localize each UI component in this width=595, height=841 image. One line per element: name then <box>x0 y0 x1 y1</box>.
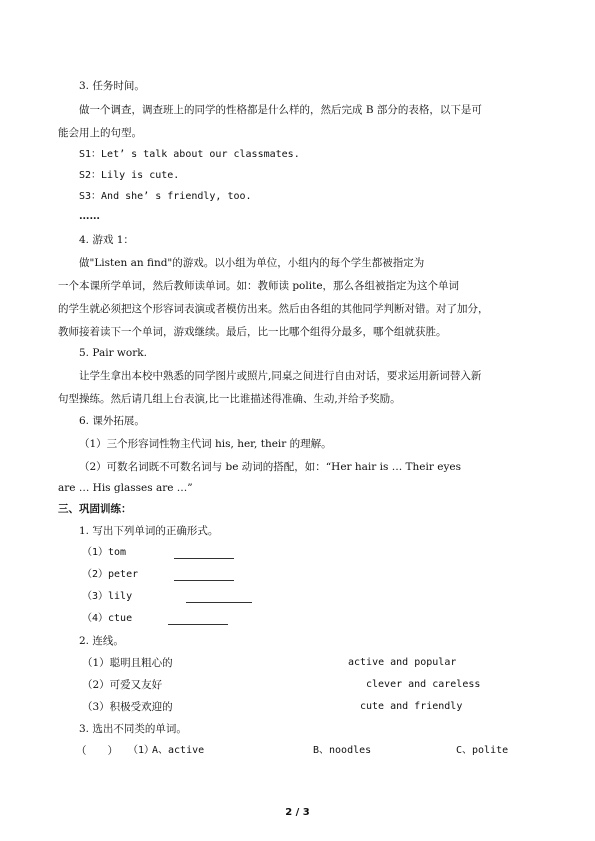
q3-option-b: B、noodles <box>313 745 372 756</box>
q2-left-2: （2）可爱又友好 <box>82 679 163 691</box>
q3-heading: 3. 选出不同类的单词。 <box>79 723 187 735</box>
page-number: 2 / 3 <box>285 807 310 818</box>
ellipsis: …… <box>79 210 100 222</box>
sentence-s1: S1：Let’ s talk about our classmates. <box>79 149 300 160</box>
section-6-item-1: （1）三个形容词性物主代词 his, her, their 的理解。 <box>79 438 332 450</box>
q3-answer-bracket[interactable]: （ ） <box>76 745 118 757</box>
q3-option-a: A、active <box>152 745 205 756</box>
q2-right-2: clever and careless <box>366 679 481 690</box>
q1-item-3: （3）lily <box>82 591 133 602</box>
practice-heading: 三、巩固训练： <box>58 503 132 515</box>
q3-item-number: （1） <box>128 745 155 756</box>
section-3-text-2: 能会用上的句型。 <box>58 127 142 139</box>
q1-answer-blank-1[interactable] <box>174 547 234 559</box>
section-4-text-2: 一个本课所学单词，然后教师读单词。如：教师读 polite，那么各组被指定为这个单词 <box>58 280 460 292</box>
section-4-text-4: 教师接着读下一个单词，游戏继续。最后，比一比哪个组得分最多，哪个组就获胜。 <box>58 326 447 338</box>
section-3-heading: 3. 任务时间。 <box>79 80 145 92</box>
q2-left-3: （3）积极受欢迎的 <box>82 701 173 713</box>
section-4-heading: 4. 游戏 1： <box>79 234 134 246</box>
section-4-text-1: 做"Listen an find"的游戏。以小组为单位，小组内的每个学生都被指定为 <box>79 257 425 269</box>
q1-item-4: （4）ctue <box>82 613 133 624</box>
sentence-s2: S2：Lily is cute. <box>79 170 180 181</box>
q1-item-1: （1）tom <box>82 547 127 558</box>
q1-answer-blank-2[interactable] <box>174 569 234 581</box>
section-3-text-1: 做一个调查，调查班上的同学的性格都是什么样的，然后完成 B 部分的表格，以下是可 <box>79 104 482 116</box>
section-6-item-2: （2）可数名词既不可数名词与 be 动词的搭配，如：“Her hair is … Their eyes <box>79 461 461 473</box>
section-5-heading: 5. Pair work. <box>79 347 147 359</box>
sentence-s3: S3：And she’ s friendly, too. <box>79 191 252 202</box>
section-4-text-3: 的学生就必须把这个形容词表演或者模仿出来。然后由各组的其他同学判断对错。对了加分， <box>58 303 489 315</box>
q2-heading: 2. 连线。 <box>79 635 124 647</box>
section-6-heading: 6. 课外拓展。 <box>79 415 145 427</box>
section-6-item-2-cont: are … His glasses are …” <box>58 482 193 494</box>
q1-answer-blank-4[interactable] <box>168 613 228 625</box>
section-5-text-1: 让学生拿出本校中熟悉的同学图片或照片,同桌之间进行自由对话，要求运用新词替入新 <box>79 370 482 382</box>
q3-option-c: C、polite <box>456 745 509 756</box>
q2-right-1: active and popular <box>348 657 457 668</box>
q1-heading: 1. 写出下列单词的正确形式。 <box>79 525 219 537</box>
section-5-text-2: 句型操练。然后请几组上台表演,比一比谁描述得准确、生动,并给予奖励。 <box>58 393 401 405</box>
q1-item-2: （2）peter <box>82 569 139 580</box>
q2-left-1: （1）聪明且粗心的 <box>82 657 173 669</box>
q2-right-3: cute and friendly <box>360 701 463 712</box>
q1-answer-blank-3[interactable] <box>186 591 252 603</box>
